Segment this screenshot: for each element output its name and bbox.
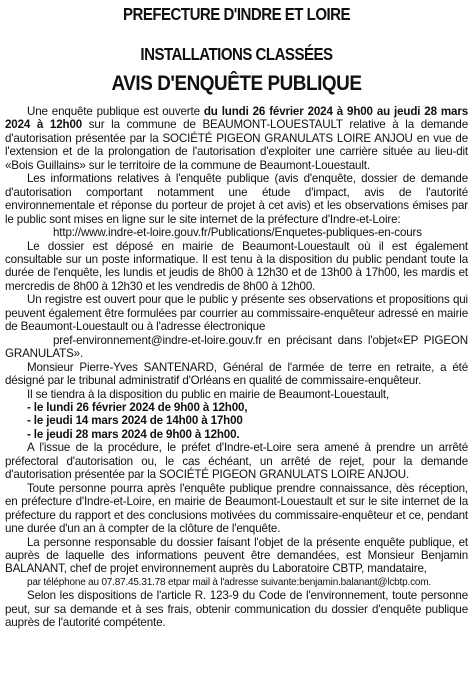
enquiry-period: du lundi 26 février 2024 à 9h00 au jeudi 28 mars 2024 à 12h00 bbox=[5, 105, 469, 132]
notice-title: AVIS D'ENQUÊTE PUBLIQUE bbox=[111, 72, 362, 95]
permanence-dates bbox=[5, 401, 468, 441]
section-title: INSTALLATIONS CLASSÉES bbox=[140, 44, 333, 64]
paragraph-contact-details: par téléphone au 07.87.45.31.78 etpar mail à l'adresse suivante:benjamin.balanant@lcbtp.com. bbox=[27, 576, 431, 588]
notice-body bbox=[5, 105, 468, 630]
paragraph-opening: Une enquête publique est ouverte du lundi 26 février 2024 à 9h00 au jeudi 28 mars 2024 à 12h00 sur la commune de BEAUMONT-LOUESTAULT relative à la demande d'autorisation présentée par la SOCIÉTÉ PIGEON GRANULATS LOIRE ANJOU en vue de l'extension et de la prolongation de l'autorisation d'exploiter une carrière située au lieu-dit «Bois Guillains» sur le territoire de la commune de Beaumont-Louestault. bbox=[5, 105, 469, 172]
paragraph-commissioner: Monsieur Pierre-Yves SANTENARD, Général de l'armée de terre en retraite, a été désigné par le tribunal administratif d'Orléans en qualité de commissaire-enquêteur. bbox=[5, 360, 468, 388]
date-item: - le lundi 26 février 2024 de 9h00 à 12h00, bbox=[27, 400, 248, 414]
prefecture-url: http://www.indre-et-loire.gouv.fr/Publications/Enquetes-publiques-en-cours bbox=[53, 226, 422, 240]
paragraph-report: Toute personne pourra après l'enquête publique prendre connaissance, dès réception, en préfecture d'Indre-et-Loire, en mairie de Beaumont-Louestault et sur le site internet de la préfecture du rapport et des conclusions motivées du commissaire-enquêteur et ce, pendant une durée d'un an à compter de la clôture de l'enquête. bbox=[5, 481, 468, 536]
paragraph-decision: A l'issue de la procédure, le préfet d'Indre-et-Loire sera amené à prendre un arrêté préfectoral d'autorisation ou, le cas échéant, un arrêté de rejet, pour la demande d'autorisation présentée par la SOCIÉTÉ PIGEON GRANULATS LOIRE ANJOU. bbox=[5, 441, 468, 482]
paragraph-dossier: Le dossier est déposé en mairie de Beaumont-Louestault où il est également consultable sur un poste informatique. Il est tenu à la disposition du public pendant toute la durée de l'enquête, les lundis et jeudis de 8h00 à 12h30 et de 13h00 à 17h00, les mardis et mercredis de 8h00 à 12h30 et les vendredis de 8h00 à 12h00. bbox=[5, 239, 468, 293]
paragraph-register: Un registre est ouvert pour que le public y présente ses observations et propositions qui peuvent également être formulées par courrier au commissaire-enquêteur adressé en mairie de Beaumont-Louestault ou à l'adresse électronique bbox=[5, 293, 468, 334]
date-item: - le jeudi 28 mars 2024 de 9h00 à 12h00. bbox=[27, 427, 240, 441]
paragraph-article: Selon les dispositions de l'article R. 123-9 du Code de l'environnement, toute personne peut, sur sa demande et à ses frais, obtenir communication du dossier d'enquête publique auprès de l'autorité compétente. bbox=[5, 589, 468, 630]
paragraph-email: pref-environnement@indre-et-loire.gouv.fr en précisant dans l'objet«EP PIGEON GRANULATS». bbox=[5, 333, 468, 361]
date-item: - le jeudi 14 mars 2024 de 14h00 à 17h00 bbox=[27, 414, 243, 428]
paragraph-availability: Il se tiendra à la disposition du public en mairie de Beaumont-Louestault, bbox=[27, 387, 390, 401]
paragraph-contact: La personne responsable du dossier faisant l'objet de la présente enquête publique, et auprès de laquelle des informations peuvent être demandées, est Monsieur Benjamin BALANANT, chef de projet environnement auprès du Laboratoire CBTP, mandataire, bbox=[5, 535, 468, 576]
paragraph-information: Les informations relatives à l'enquête publique (avis d'enquête, dossier de demande d'autorisation comportant notamment une étude d'impact, avis de l'autorité environnementale et réponse du porteur de projet à cet avis) et les observations émises par le public sont mises en ligne sur le site internet de la préfecture d'Indre-et-Loire: bbox=[5, 172, 468, 226]
prefecture-title: PREFECTURE D'INDRE ET LOIRE bbox=[122, 4, 351, 24]
